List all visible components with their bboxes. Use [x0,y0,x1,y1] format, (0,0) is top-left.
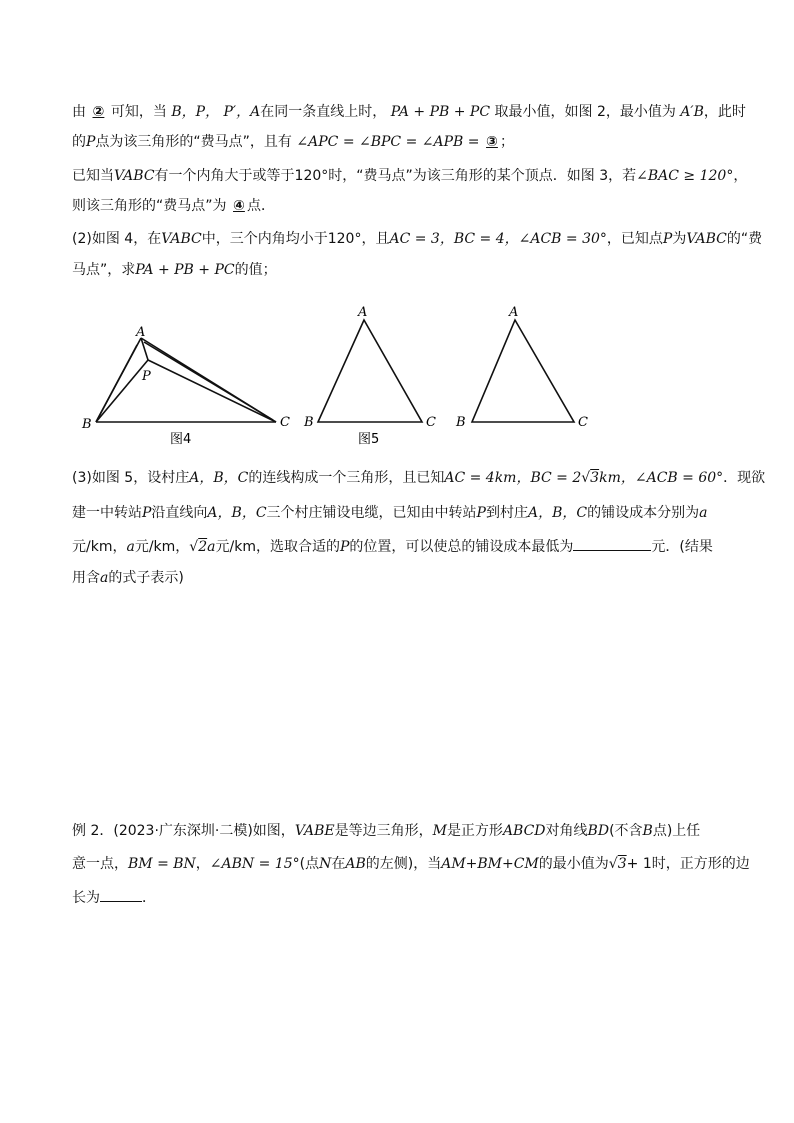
text: ．现欲 [723,470,766,486]
answer-marker: ③ [486,134,498,150]
text: 中，三个内角均小于120°，且 [201,231,390,247]
text: 点． [246,198,275,214]
triangle [318,320,422,422]
text: 马点”，求 [72,262,136,278]
text: 意一点， [72,856,128,872]
figure-6-diagram [452,290,602,450]
text: 在 [331,856,346,872]
math: AC = 3，BC = 4，∠ACB = 30° [389,231,607,247]
text: 由 [72,104,86,120]
math: A，B，C [527,505,588,521]
math: ∠ABN = 15° [209,856,300,872]
label-b: B [82,417,92,432]
text-line [72,196,275,216]
text: (3)如图 5，设村庄 [72,470,190,486]
text: 可知，当 [110,104,167,120]
math: PA + PB + PC [390,104,491,120]
text: 是正方形 [446,823,503,839]
math: P [476,505,486,521]
caption-fig5: 图5 [358,432,380,447]
text: ，此时 [703,104,746,120]
text-line [72,887,156,908]
text-line [72,132,514,152]
math: a [126,539,135,555]
text: 例 2．(2023·广东深圳·二模)如图， [72,823,295,839]
text: 的最小值为 [538,856,609,872]
math: BM = BN [128,856,196,872]
math: B，P， P′，A [171,104,261,120]
math: ∠APC = ∠BPC = ∠APB = [296,134,480,150]
label-b: B [304,415,314,430]
math: AC = 4km，BC = 2 [444,470,582,486]
label-a: A [509,305,519,320]
math: a [100,570,109,586]
text: 元/km， [134,539,190,555]
label-p: P [142,369,151,384]
math: N [319,856,332,872]
text-line [72,536,713,557]
math: PA + PB + PC [135,262,235,278]
text-line [72,568,184,588]
text: 点为该三角形的“费马点”，且有 [95,134,292,150]
text: 三个村庄铺设电缆，已知由中转站 [266,505,477,521]
figure-6 [452,290,602,454]
math: P [142,505,152,521]
label-c: C [426,415,436,430]
text-line [72,102,746,122]
text: 元．(结果 [651,539,713,555]
text: ， [733,168,748,184]
math: M [432,823,447,839]
math: A′B [680,104,704,120]
text: (2)如图 4，在 [72,231,162,247]
math: ∠BAC ≥ 120° [636,168,734,184]
math: P [339,539,350,555]
math: AM+BM+CM [441,856,539,872]
math: BD [587,823,610,839]
label-c: C [280,415,290,430]
figure-4 [78,290,308,454]
text-line [72,468,765,488]
math: A，B，C [189,470,249,486]
label-a: A [136,325,146,340]
math: P [86,134,96,150]
text: 在同一条直线上时， [260,104,387,120]
text: 的 [72,134,86,150]
answer-marker: ② [92,104,105,120]
text: ； [499,134,514,150]
text: 已知当 [72,168,114,184]
figure-5-diagram [300,290,450,450]
math: A，B，C [207,505,267,521]
text: 的式子表示) [108,570,184,586]
text: 用含 [72,570,100,586]
math: a [207,539,216,555]
math: ABCD [502,823,546,839]
text-line [72,821,700,841]
text-line [72,854,750,874]
edge-inner-2 [144,342,273,420]
caption-fig4: 图4 [170,432,192,447]
text: 是等边三角形， [334,823,433,839]
math: VABC [114,168,155,184]
text-line [72,229,762,249]
text: 点)上任 [652,823,701,839]
text: 元/km， [72,539,127,555]
math: 3 [617,856,627,872]
math: P [662,231,673,247]
text: 取最小值，如图 2，最小值为 [494,104,676,120]
text: 的位置，可以使总的铺设成本最低为 [349,539,574,555]
text: 的铺设成本分别为 [587,505,700,521]
math: VABE [294,823,335,839]
answer-blank[interactable] [100,887,142,902]
text: 则该三角形的“费马点”为 [72,198,227,214]
text: + 1时，正方形的边 [626,856,750,872]
text: 为 [672,231,687,247]
label-c: C [578,415,588,430]
edge-pb [96,360,148,422]
label-a: A [358,305,368,320]
math: AB [345,856,366,872]
math: 2 [198,539,208,555]
answer-marker: ④ [233,198,245,214]
sqrt-symbol: √ [608,856,618,872]
math: a [699,505,708,521]
text: ， [195,856,210,872]
math: VABC [686,231,727,247]
figure-4-diagram [78,290,308,450]
text: 的“费 [726,231,763,247]
text: 沿直线向 [151,505,208,521]
text: (点 [299,856,320,872]
text: 的值； [234,262,277,278]
edge-pc [148,360,276,422]
math: B [642,823,653,839]
text-line [72,166,747,186]
text: 元/km，选取合适的 [215,539,340,555]
text: 的连线构成一个三角形，且已知 [248,470,445,486]
text: ． [142,890,156,906]
answer-blank[interactable] [573,536,651,551]
sqrt-symbol: √ [581,470,591,486]
figure-5 [300,290,450,454]
text: 有一个内角大于或等于120°时，“费马点”为该三角形的某个顶点．如图 3，若 [154,168,637,184]
text: 的左侧)，当 [365,856,442,872]
edge-inner [96,345,137,422]
text-line [72,503,707,523]
text: 建一中转站 [72,505,142,521]
text: 对角线 [545,823,588,839]
text: 到村庄 [485,505,528,521]
math: 3 [590,470,600,486]
sqrt-symbol: √ [189,539,199,555]
text: ，已知点 [606,231,663,247]
math: VABC [161,231,202,247]
text: 长为 [72,890,100,906]
math: km，∠ACB = 60° [599,470,724,486]
text: (不含 [609,823,643,839]
label-b: B [456,415,466,430]
triangle [472,320,574,422]
text-line [72,260,277,280]
